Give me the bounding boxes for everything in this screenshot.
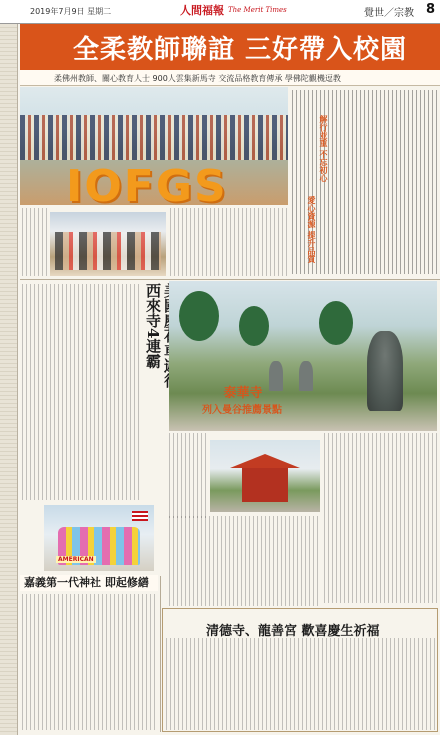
- shrine-headline: 嘉義第一代神社 即起修繕: [24, 576, 149, 589]
- dining-photo: [50, 212, 166, 276]
- masthead: [0, 0, 440, 24]
- lead-headline: 全柔教師聯誼 三好帶入校園: [72, 35, 408, 65]
- newspaper-logo: 人間福報: [180, 4, 224, 17]
- crowd-photo-area: [20, 115, 288, 160]
- us-article-text: [22, 284, 142, 500]
- bottom-headline: 清德寺、龍善宮 歡喜慶生祈福: [206, 624, 380, 639]
- statue-small: [299, 361, 313, 391]
- parade-banner-text: AMERICAN: [58, 556, 94, 563]
- adjacent-page-edge: [0, 24, 18, 735]
- lead-sidebar-title-2: 愛心資源 提升品質: [307, 196, 316, 263]
- temple-subheadline: 列入曼谷推薦景點: [202, 405, 282, 416]
- tree-shape: [239, 306, 269, 346]
- section-divider: [20, 279, 440, 280]
- lead-subhead: 柔佛州教師、關心教育人士 900人雲集新馬寺 交流品格教育傳承 學佛陀觀機逗教: [54, 74, 341, 83]
- ifgs-sign: IOFGS: [66, 161, 228, 205]
- tree-shape: [319, 301, 353, 345]
- statue-large: [367, 331, 403, 411]
- column-divider: [160, 576, 161, 732]
- temple-headline: 泰華寺: [223, 386, 263, 401]
- bottom-article-text: [166, 638, 436, 730]
- pagoda-body: [242, 468, 288, 502]
- lead-subhead-bar: [20, 70, 440, 86]
- shrine-article-text: [22, 594, 158, 730]
- lead-article-text-left: [22, 208, 48, 276]
- dining-people: [55, 232, 161, 270]
- us-headline-line-2: 西來寺4連霸: [144, 283, 162, 369]
- section-name: 覺世／宗教: [364, 8, 414, 19]
- page-number: 8: [426, 2, 436, 17]
- tree-shape: [179, 291, 219, 341]
- newspaper-logo-english: The Merit Times: [228, 6, 287, 14]
- temple-article-text: [169, 433, 209, 518]
- pagoda-roof: [230, 454, 300, 468]
- temple-article-text-bottom: [169, 516, 321, 606]
- lead-sidebar-title-1: 解行並重 不忘初心: [319, 115, 328, 182]
- lead-article-text-lower: [170, 208, 290, 276]
- temple-article-text-right: [324, 433, 438, 603]
- issue-date: 2019年7月9日 星期二: [30, 7, 112, 16]
- us-flag-icon: [132, 511, 148, 521]
- pagoda-photo: [210, 440, 320, 512]
- lead-headline-banner: [20, 24, 440, 70]
- lead-photo: [20, 87, 288, 205]
